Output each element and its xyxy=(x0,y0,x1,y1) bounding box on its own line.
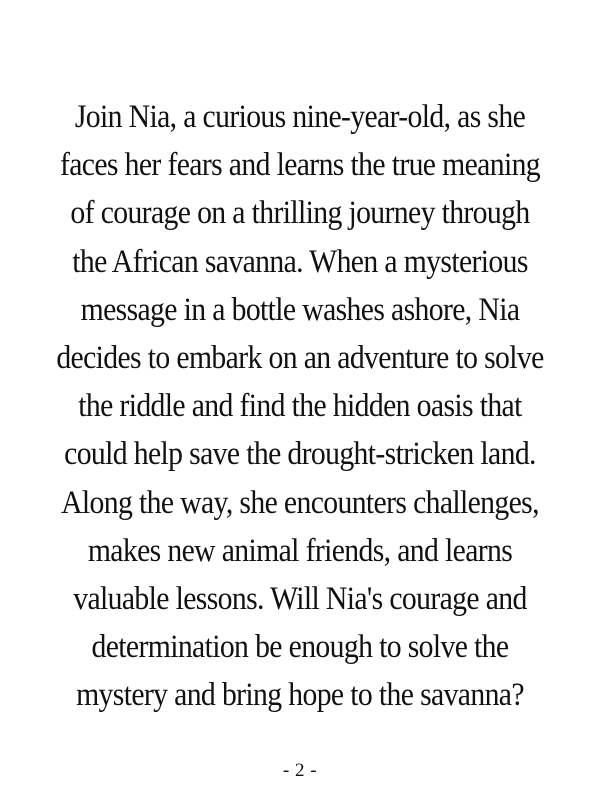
paragraph-line: of courage on a thrilling journey through xyxy=(70,195,530,232)
paragraph-line: faces her fears and learns the true meaning xyxy=(59,147,541,184)
paragraph-line: the riddle and find the hidden oasis that xyxy=(78,388,522,425)
paragraph-line: message in a bottle washes ashore, Nia xyxy=(80,291,520,328)
paragraph-line: Along the way, she encounters challenges, xyxy=(61,484,539,521)
story-blurb-paragraph xyxy=(20,93,580,720)
paragraph-line: determination be enough to solve the xyxy=(91,629,509,666)
paragraph-line: makes new animal friends, and learns xyxy=(87,532,513,569)
paragraph-line: Join Nia, a curious nine-year-old, as she xyxy=(74,99,526,135)
paragraph-line: could help save the drought-stricken land. xyxy=(64,436,536,473)
paragraph-line: decides to embark on an adventure to solve xyxy=(56,340,544,377)
page-number: - 2 - xyxy=(282,760,318,781)
paragraph-line: valuable lessons. Will Nia's courage and xyxy=(73,581,527,618)
paragraph-line: the African savanna. When a mysterious xyxy=(72,243,528,280)
paragraph-line: mystery and bring hope to the savanna? xyxy=(76,677,524,714)
